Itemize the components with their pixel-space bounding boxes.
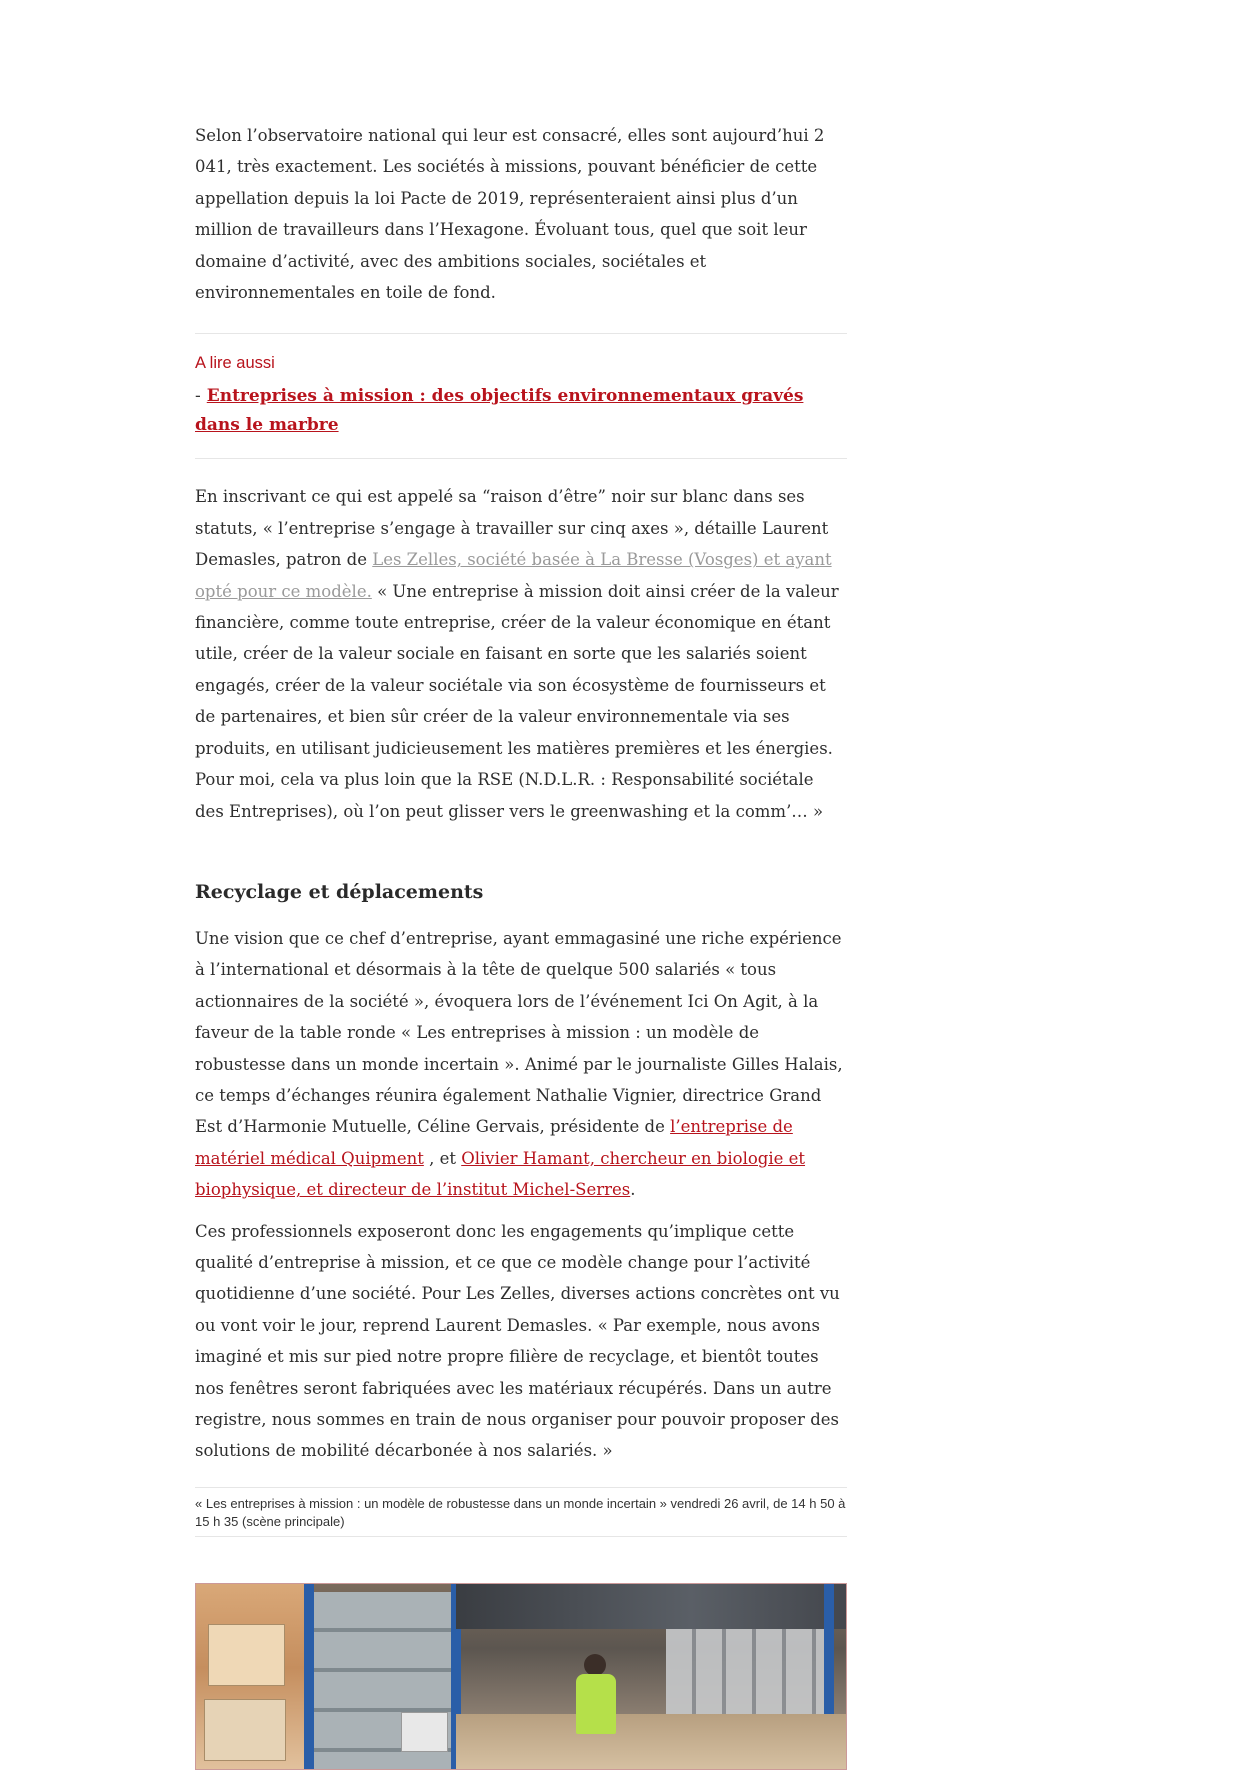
photo-workbench xyxy=(456,1714,847,1770)
paragraph-text: Une vision que ce chef d’entreprise, ayant emmagasiné une riche expérience à l’international et désormais à la tête de quelque 500 salariés « tous actionnaires de la société », évoquera lors de l’événement Ici On Agit, à la faveur de la table ronde « Les entreprises à mission : un modèle de robustesse dans un monde incertain ». Animé par le journaliste Gilles Halais, ce temps d’échanges réunira également Nathalie Vignier, directrice Grand Est d’Harmonie Mutuelle, Céline Gervais, présidente de xyxy=(195,928,843,1137)
paragraph-text: , et xyxy=(423,1148,462,1168)
les-zelles-link[interactable]: Les Zelles, société basée à La Bresse (Vosges) et ayant opté pour ce modèle. xyxy=(195,550,832,601)
paragraph-engagements: Ces professionnels exposeront donc les engagements qu’implique cette qualité d’entreprise à mission, et ce que ce modèle change pour l’activité quotidienne d’une société. Pour Les Zelles, diverses actions concrètes ont vu ou vont voir le jour, reprend Laurent Demasles. « Par exemple, nous avons imaginé et mis sur pied notre propre filière de recyclage, et bientôt toutes nos fenêtres seront fabriquées avec les matériaux récupérés. Dans un autre registre, nous sommes en train de nous organiser pour pouvoir proposer des solutions de mobilité décarbonée à nos salariés. » xyxy=(195,1221,840,1461)
related-articles-box xyxy=(195,333,847,459)
related-dash: - xyxy=(195,386,201,407)
warehouse-photo xyxy=(195,1583,847,1770)
photo-worker-head xyxy=(584,1654,606,1676)
paragraph-raison-d-etre xyxy=(195,481,847,826)
quipment-link[interactable]: l’entreprise de matériel médical Quipment xyxy=(195,1117,793,1168)
photo-shelf-upright xyxy=(304,1584,314,1770)
paragraph-vision xyxy=(195,923,847,1206)
paragraph-text: . xyxy=(630,1180,636,1200)
photo-box xyxy=(204,1699,286,1761)
related-item xyxy=(195,382,847,440)
photo-box xyxy=(208,1624,285,1686)
photo-ceiling xyxy=(456,1584,847,1629)
olivier-hamant-link[interactable]: Olivier Hamant, chercheur en biologie et biophysique, et directeur de l’institut Michel-Serres xyxy=(195,1148,806,1200)
related-label: A lire aussi xyxy=(195,354,275,373)
section-title: Recyclage et déplacements xyxy=(195,880,484,903)
event-caption: « Les entreprises à mission : un modèle de robustesse dans un monde incertain » vendredi 26 avril, de 14 h 50 à 15 h 35 (scène principale) xyxy=(195,1487,847,1537)
related-article-link[interactable]: Entreprises à mission : des objectifs environnementaux gravés dans le marbre xyxy=(195,386,804,436)
paragraph-intro: Selon l’observatoire national qui leur est consacré, elles sont aujourd’hui 2 041, très exactement. Les sociétés à missions, pouvant bénéficier de cette appellation depuis la loi Pacte de 2019, représenteraient ainsi plus d’un million de travailleurs dans l’Hexagone. Évoluant tous, quel que soit leur domaine d’activité, avec des ambitions sociales, sociétales et environnementales en toile de fond. xyxy=(195,126,825,303)
article xyxy=(195,120,847,1770)
paragraph-text: En inscrivant ce qui est appelé sa “raison d’être” noir sur blanc dans ses statuts, « l’entreprise s’engage à travailler sur cinq axes », détaille Laurent Demasles, patron de xyxy=(195,487,829,570)
photo-worker xyxy=(576,1674,616,1734)
photo-printer xyxy=(401,1712,448,1752)
paragraph-text: « Une entreprise à mission doit ainsi créer de la valeur financière, comme toute entreprise, créer de la valeur économique en étant utile, créer de la valeur sociale en faisant en sorte que les salariés soient engagés, créer de la valeur sociétale via son écosystème de fournisseurs et de partenaires, et bien sûr créer de la valeur environnementale via ses produits, en utilisant judicieusement les matières premières et les énergies. Pour moi, cela va plus loin que la RSE (N.D.L.R. : Responsabilité sociétale des Entreprises), où l’on peut glisser vers le greenwashing et la comm’… » xyxy=(195,581,839,821)
